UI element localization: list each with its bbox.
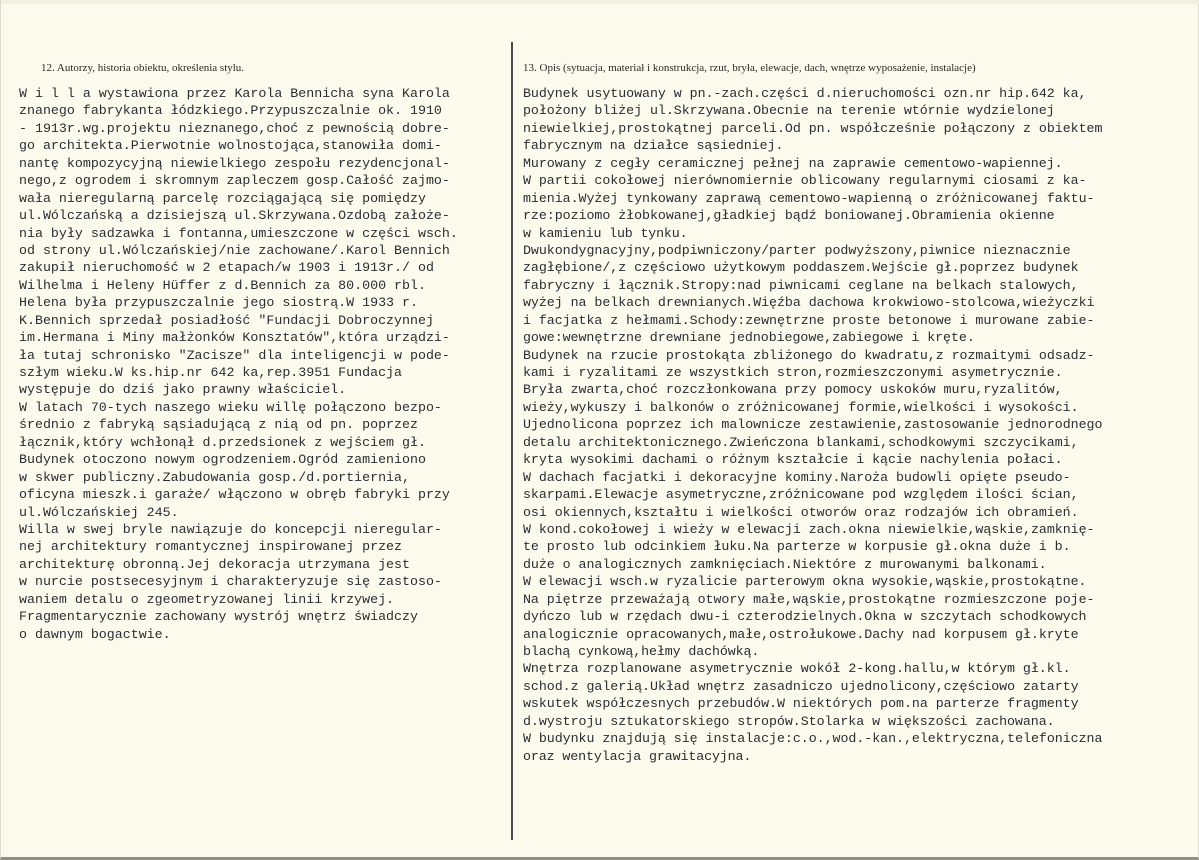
text-line: znanego fabrykanta łódzkiego.Przypuszczalnie ok. 1910 <box>19 103 442 119</box>
text-line: Murowany z cegły ceramicznej pełnej na zaprawie cementowo-wapiennej. <box>523 155 1063 171</box>
text-line: Fragmentarycznie zachowany wystrój wnętrz świadczy <box>19 609 418 625</box>
text-line: dyńczo lub w rzędach dwu-i czterodzielnych.Okna w szczytach schodkowych <box>523 609 1087 625</box>
text-line: Bryła zwarta,choć rozczłonkowana przy pomocy uskoków muru,ryzalitów, <box>523 382 1063 398</box>
text-line: detalu architektonicznego.Zwieńczona blankami,schodkowymi szczycikami, <box>523 434 1079 450</box>
text-line: rze:poziomo żłobkowanej,gładkiej bądź boniowanej.Obramienia okienne <box>523 208 1055 224</box>
text-line: W budynku znajdują się instalacje:c.o.,wod.-kan.,elektryczna,telefoniczna <box>523 731 1103 747</box>
text-line: W dachach facjatki i dekoracyjne kominy.Naroża budowli opięte pseudo- <box>523 469 1071 485</box>
text-line: Budynek na rzucie prostokąta zbliżonego do kwadratu,z rozmaitymi odsadz- <box>523 347 1095 363</box>
text-line: duże o analogicznych zamknięciach.Niektóre z murowanymi balkonami. <box>523 556 1047 572</box>
text-line: wieży,wykuszy i balkonów o zróżnicowanej formie,wielkości i wysokości. <box>523 399 1079 415</box>
text-line: ła tutaj schronisko "Zacisze" dla inteligencji w pode- <box>19 347 450 363</box>
text-line: w nurcie postsecesyjnym i charakteryzuje się zastoso- <box>19 574 442 590</box>
text-line: schod.z galerią.Układ wnętrz zasadniczo ujednolicony,częściowo zatarty <box>523 678 1079 694</box>
text-line: skarpami.Elewacje asymetryczne,zróżnicowane pod względem ilości ścian, <box>523 487 1079 503</box>
text-line: Budynek usytuowany w pn.-zach.części d.nieruchomości ozn.nr hip.642 ka, <box>523 86 1087 101</box>
text-line: wskutek współczesnych przebudów.W niektórych pom.na parterze fragmenty <box>523 696 1079 712</box>
text-line: blachą cynkową,hełmy dachówką. <box>523 644 760 659</box>
text-line: nej architektury romantycznej inspirowanej przez <box>19 539 403 555</box>
text-line: architekturę obronną.Jej dekoracja utrzymana jest <box>19 556 410 572</box>
section-13-heading: 13. Opis (sytuacja, materiał i konstrukcja, rzut, bryła, elewacje, dach, wnętrze wyposażenie, instalacje) <box>523 62 976 74</box>
section-12-heading: 12. Autorzy, historia obiektu, określenia stylu. <box>41 62 245 74</box>
text-line: Budynek otoczono nowym ogrodzeniem.Ogród zamieniono <box>19 452 426 468</box>
text-line: d.wystroju sztukatorskiego stropów.Stolarka w większości zachowana. <box>523 713 1055 729</box>
text-line: W i l l a wystawiona przez Karola Bennicha syna Karola <box>19 86 450 101</box>
text-line: Dwukondygnacyjny,podpiwniczony/parter podwyższony,piwnice nieznacznie <box>523 242 1071 258</box>
text-line: nego,z ogrodem i skromnym zapleczem gosp.Całość zajmo- <box>19 173 450 189</box>
text-line: fabrycznym na działce sąsiedniej. <box>523 138 784 154</box>
text-line: Wnętrza rozplanowane asymetrycznie wokół 2-kong.hallu,w którym gł.kl. <box>523 661 1071 677</box>
text-line: średnio z fabryką sąsiadującą z nią od pn. poprzez <box>19 417 418 433</box>
text-line: osi okiennych,kształtu i wielkości otworów oraz rodzajów ich obramień. <box>523 504 1079 520</box>
text-line: W latach 70-tych naszego wieku willę połączono bezpo- <box>19 399 442 415</box>
text-line: oraz wentylacja grawitacyjna. <box>523 748 752 764</box>
text-line: waniem detalu o zgeometryzowanej linii krzywej. <box>19 591 395 607</box>
text-line: W elewacji wsch.w ryzalicie parterowym okna wysokie,wąskie,prostokątne. <box>523 574 1087 590</box>
text-line: i facjatka z hełmami.Schody:zewnętrzne proste betonowe i murowane zabie- <box>523 312 1095 328</box>
text-line: występuje do dziś jako prawny właściciel. <box>19 382 347 398</box>
text-line: Na piętrze przeważają otwory małe,wąskie,prostokątne rozmieszczone poje- <box>523 591 1095 607</box>
column-divider <box>511 42 513 840</box>
text-line: W kond.cokołowej i wieży w elewacji zach.okna niewielkie,wąskie,zamknię- <box>523 521 1095 537</box>
text-line: położony bliżej ul.Skrzywana.Obecnie na terenie wtórnie wydzielonej <box>523 103 1055 119</box>
text-line: mienia.Wyżej tynkowany zaprawą cementowo-wapienną o zróżnicowanej faktu- <box>523 190 1095 206</box>
section-13-body <box>523 85 1198 765</box>
text-line: kami i ryzalitami ze wszystkich stron,rozmieszczonymi asymetrycznie. <box>523 365 1063 380</box>
text-line: go architekta.Pierwotnie wolnostojąca,stanowiła domi- <box>19 138 442 154</box>
text-line: - 1913r.wg.projektu nieznanego,choć z pewnością dobre- <box>19 120 450 136</box>
text-line: Willa w swej bryle nawiązuje do koncepcji nieregular- <box>19 521 442 537</box>
top-edge <box>1 0 1199 4</box>
text-line: w skwer publiczny.Zabudowania gosp./d.portiernia, <box>19 469 410 485</box>
text-line: W partii cokołowej nierównomiernie oblicowany regularnymi ciosami z ka- <box>523 173 1087 189</box>
section-12-body <box>19 85 509 643</box>
text-line: Wilhelma i Heleny Hüffer z d.Bennich za 80.000 rbl. <box>19 277 426 293</box>
text-line: gowe:wewnętrzne drewniane jednobiegowe,zabiegowe i kręte. <box>523 330 975 346</box>
text-line: te prosto lub odcinkiem łuku.Na parterze w korpusie gł.okna duże i b. <box>523 539 1071 555</box>
text-line: zakupił nieruchomość w 2 etapach/w 1903 i 1913r./ od <box>19 260 434 276</box>
text-line: ul.Wólczańskiej 245. <box>19 504 179 520</box>
text-line: im.Hermana i Miny małżonków Konsztatów",która urządzi- <box>19 330 450 346</box>
text-line: szłym wieku.W ks.hip.nr 642 ka,rep.3951 Fundacja <box>19 365 403 380</box>
text-line: wyżej na belkach drewnianych.Więźba dachowa krokwiowo-stolcowa,wieżyczki <box>523 295 1095 311</box>
text-line: analogicznie opracowanych,małe,ostrołukowe.Dachy nad korpusem gł.kryte <box>523 626 1079 642</box>
text-line: fabryczny i łącznik.Stropy:nad piwnicami ceglane na belkach stalowych, <box>523 277 1079 293</box>
text-line: niewielkiej,prostokątnej parceli.Od pn. współcześnie połączony z obiektem <box>523 120 1103 136</box>
text-line: K.Bennich sprzedał posiadłość "Fundacji Dobroczynnej <box>19 312 434 328</box>
text-line: Helena była przypuszczalnie jego siostrą.W 1933 r. <box>19 295 418 311</box>
text-line: Ujednolicona poprzez ich malownicze zestawienie,zastosowanie jednorodnego <box>523 417 1103 433</box>
text-line: łącznik,który wchłonął d.przedsionek z wejściem gł. <box>19 434 426 450</box>
text-line: ul.Wólczańską a dzisiejszą ul.Skrzywana.Ozdobą założe- <box>19 208 450 224</box>
text-line: nia były sadzawka i fontanna,umieszczone w części wsch. <box>19 225 458 241</box>
text-line: nantę kompozycyjną niewielkiego zespołu rezydencjonal- <box>19 155 450 171</box>
text-line: kryta wysokimi dachami o różnym kształcie i kącie nachylenia połaci. <box>523 452 1063 468</box>
text-line: oficyna mieszk.i garaże/ włączono w obręb fabryki przy <box>19 487 450 503</box>
text-line: od strony ul.Wólczańskiej/nie zachowane/.Karol Bennich <box>19 242 450 258</box>
text-line: wała nieregularną parcelę rozciągającą się pomiędzy <box>19 190 426 206</box>
text-line: o dawnym bogactwie. <box>19 626 171 642</box>
text-line: w kamieniu lub tynku. <box>523 225 688 241</box>
text-line: zagłębione/,z częściowo użytkowym poddaszem.Wejście gł.poprzez budynek <box>523 260 1079 276</box>
